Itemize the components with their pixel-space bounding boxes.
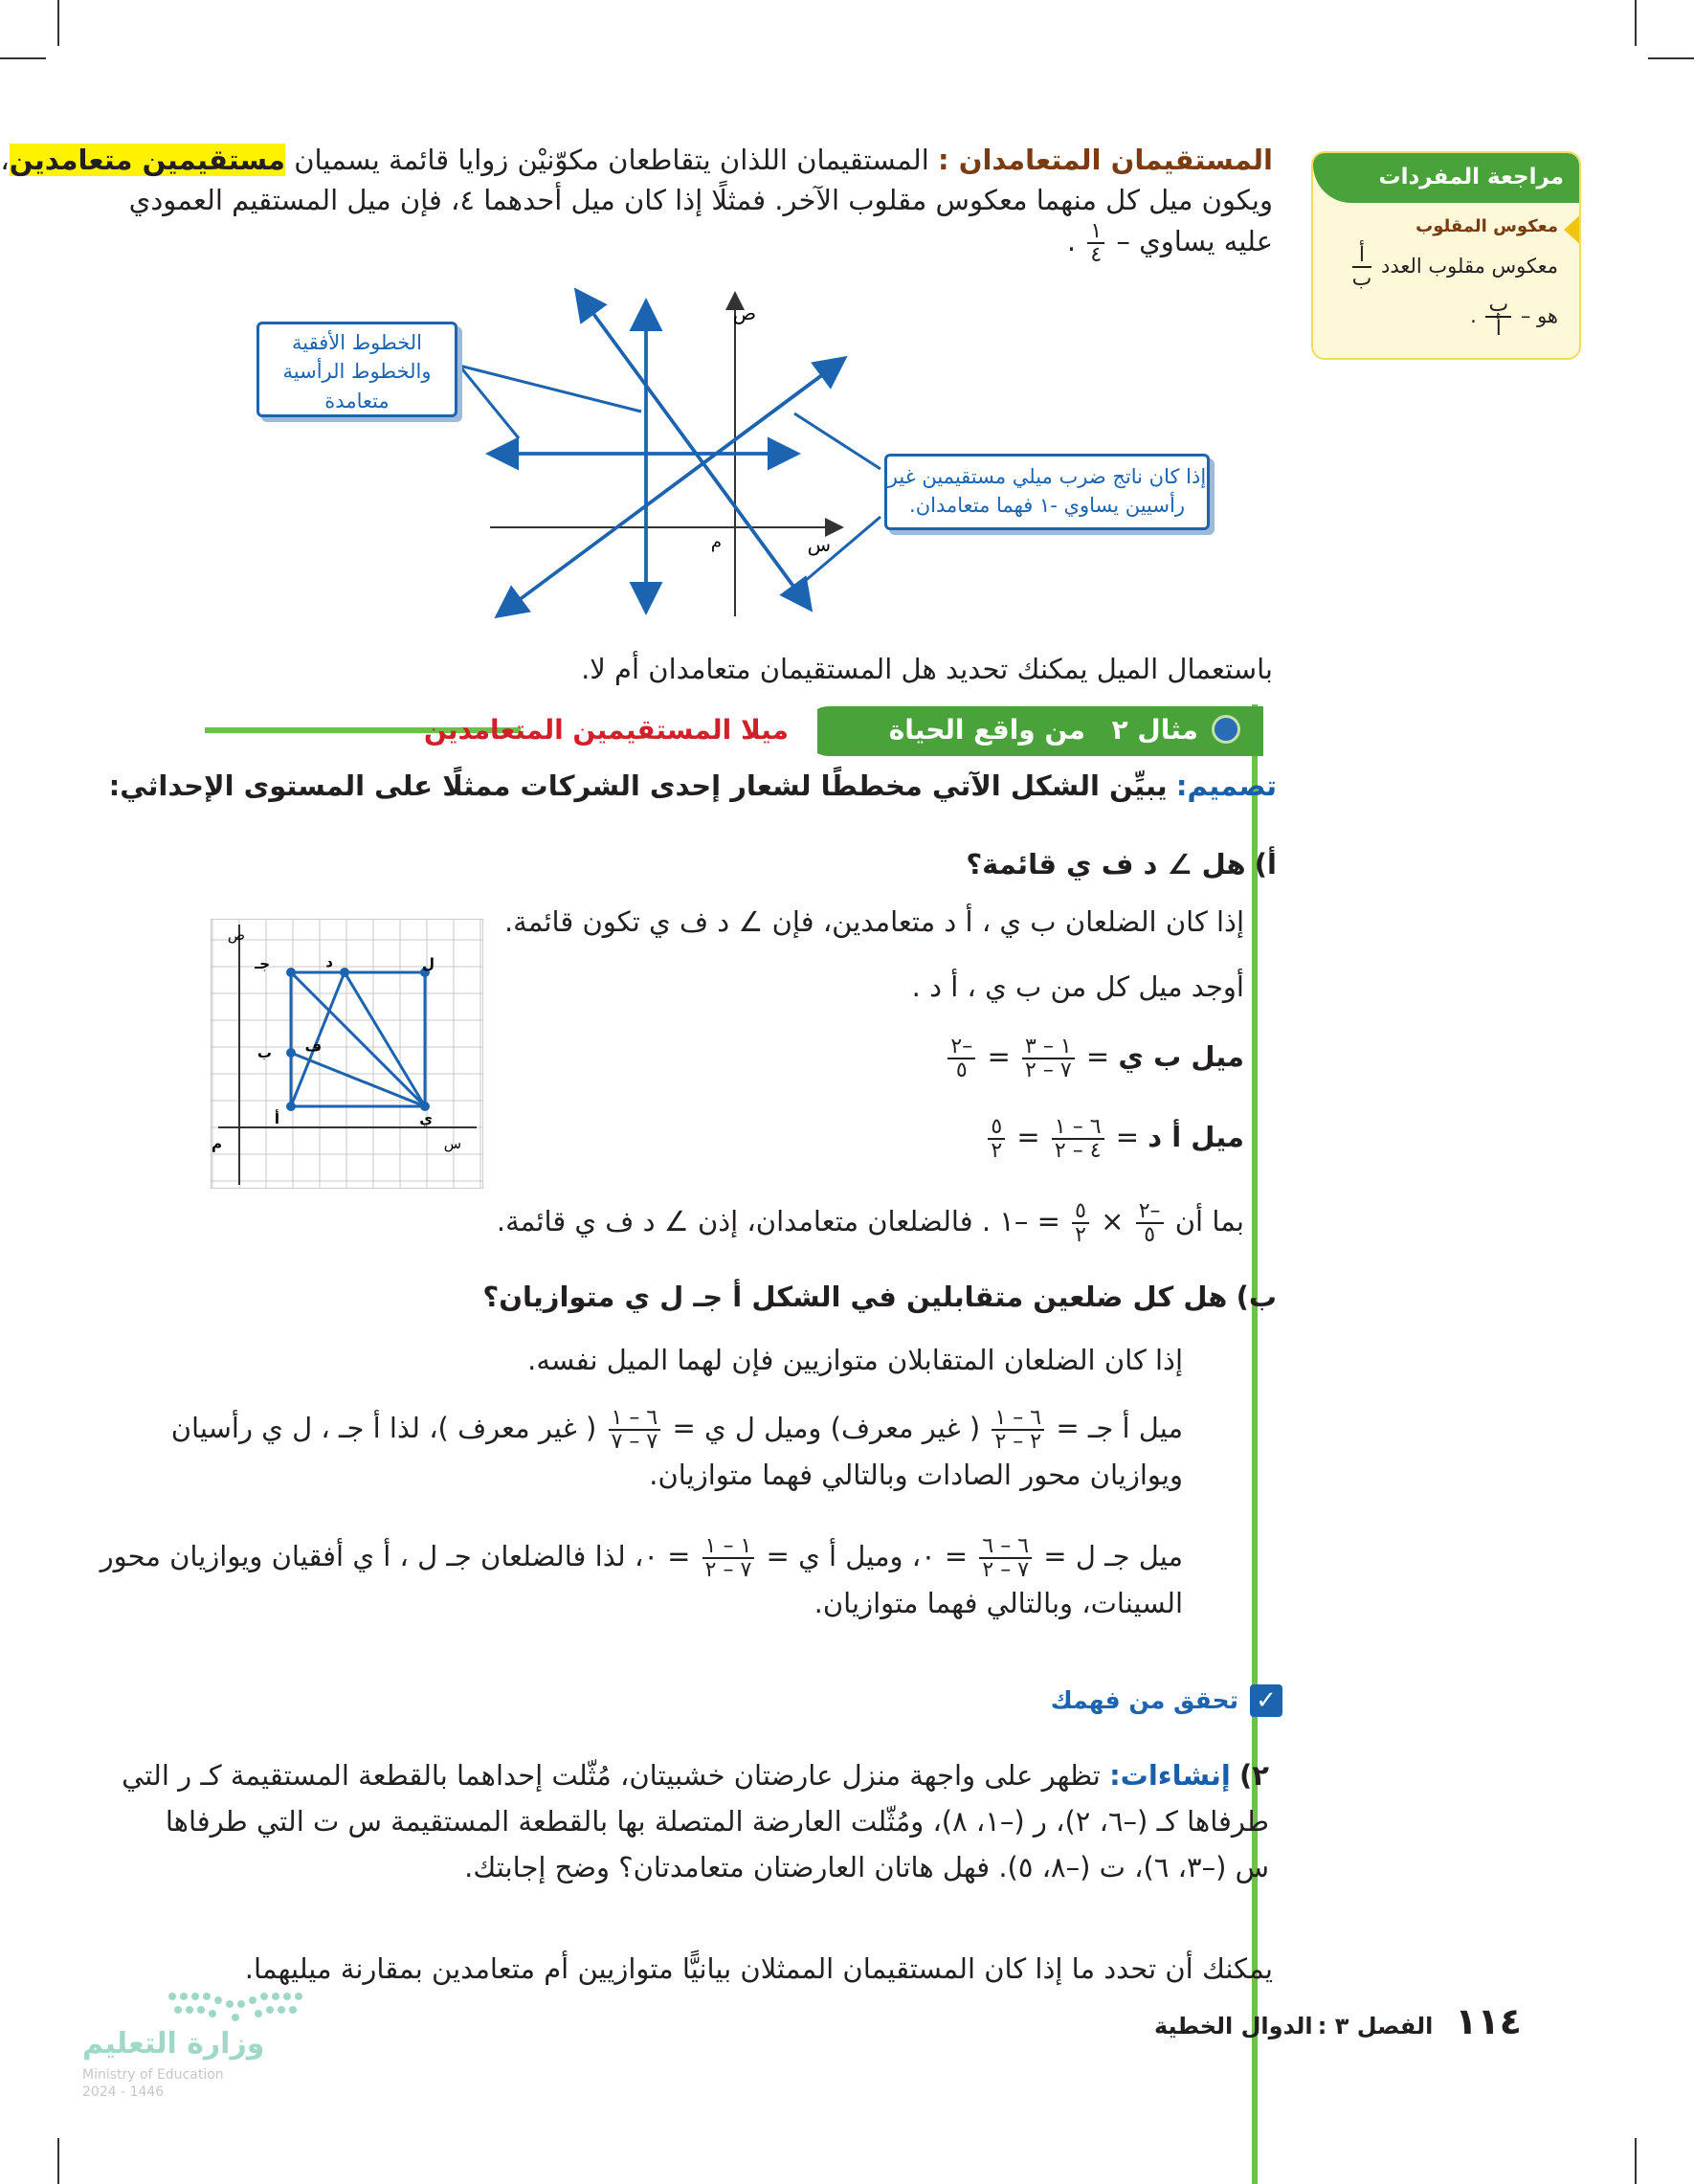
pointer-icon	[1564, 212, 1581, 247]
check-line2: طرفاها كـ (–٦، ٢)، ر (–١، ٨)، ومُثّلت العارضة المتصلة بها بالقطعة المستقيمة س ت التي طرفاها	[165, 1805, 1269, 1839]
intro-line2: ويكون ميل كل منهما معكوس مقلوب الآخر. فمثلًا إذا كان ميل أحدهما ٤، فإن ميل المستقيم العمودي	[128, 184, 1273, 217]
crop-mark	[1648, 57, 1694, 59]
axis-label-x: س	[807, 533, 831, 556]
callout-left-arrow	[459, 366, 641, 412]
example-category: من واقع الحياة	[888, 714, 1085, 746]
question-label: إنشاءات:	[1109, 1759, 1231, 1792]
callout-line: إذا كان ناتج ضرب ميلي مستقيمين غير	[887, 465, 1207, 488]
part-a-conclusion	[459, 1200, 1244, 1246]
fraction-denominator: ب	[1351, 267, 1372, 292]
fraction-denominator: ٧ – ٢	[982, 1558, 1030, 1583]
page-number: ١١٤	[1455, 2000, 1522, 2042]
example-number: مثال ٢	[1111, 714, 1198, 746]
check-title: تحقق من فهمك	[1050, 1686, 1238, 1714]
callout-slope-product	[884, 454, 1210, 530]
fraction-denominator: ٢	[991, 1139, 1003, 1164]
vocab-definition-line2	[1328, 294, 1558, 340]
check-understanding-header	[1034, 1684, 1282, 1723]
part-b-question	[415, 1277, 1277, 1317]
vocab-fraction	[1352, 244, 1372, 290]
intro-line1	[0, 140, 1273, 180]
closing-paragraph: يمكنك أن تحدد ما إذا كان المستقيمان الممثلان بيانيًّا متوازيين أم متعامدين بمقارنة ميليهما.	[244, 1952, 1273, 1985]
fraction	[1072, 1200, 1089, 1246]
fraction-numerator: –٢	[1136, 1200, 1164, 1224]
point-d	[340, 968, 349, 977]
callout-arrows	[440, 354, 900, 584]
vocabulary-review-box	[1311, 151, 1581, 360]
part-a-letter: أ)	[1254, 848, 1277, 880]
point-j	[286, 968, 296, 977]
label-axis-y: ص	[227, 926, 245, 944]
fraction-numerator: ٥	[1072, 1200, 1089, 1224]
part-b-letter: ب)	[1236, 1281, 1277, 1313]
callout-right-arrow	[804, 517, 880, 582]
prompt-label: تصميم:	[1175, 769, 1277, 802]
part-b-text: ( غير معرف )، لذا أ جـ ، ل ي رأسيان	[170, 1412, 597, 1445]
example-title: ميلا المستقيمين المتعامدين	[423, 714, 789, 746]
intro-fraction	[1087, 220, 1104, 266]
axis-label-y: ص	[732, 301, 756, 324]
fraction-denominator: ٧ – ٢	[1025, 1059, 1072, 1083]
label-b: ب	[256, 1044, 272, 1061]
question-number: ٢)	[1239, 1759, 1269, 1792]
fraction-numerator: ٦ – ٦	[979, 1535, 1032, 1559]
vocab-period: .	[1470, 304, 1477, 328]
ministry-name-ar: وزارة التعليم	[82, 2027, 265, 2061]
fraction-numerator: أ	[1352, 244, 1372, 268]
fraction-denominator: ٧ – ٢	[704, 1558, 752, 1583]
conclusion-text: بما أن	[1174, 1205, 1244, 1238]
fraction	[702, 1535, 755, 1581]
fraction	[947, 1036, 975, 1081]
vocab-term: معكوس المقلوب	[1415, 216, 1558, 236]
ministry-logo	[82, 1987, 322, 2102]
fraction	[992, 1407, 1044, 1453]
fraction-numerator: ١ – ٣	[1022, 1036, 1075, 1059]
fraction	[1052, 1116, 1104, 1162]
fraction	[979, 1535, 1032, 1581]
label-f: ف	[304, 1037, 322, 1055]
intro-comma: ،	[0, 144, 10, 176]
part-b-text: = ٠، لذا فالضلعان جـ ل ، أ ي أفقيان ويوازيان محور	[100, 1540, 691, 1573]
vocab-fraction-2	[1485, 294, 1511, 340]
origin-label: م	[710, 532, 722, 552]
fraction-numerator: ١	[1087, 220, 1104, 244]
label-j: جـ	[255, 955, 270, 972]
slope-note: باستعمال الميل يمكنك تحديد هل المستقيمان متعامدان أم لا.	[581, 653, 1273, 685]
label-l: ل	[421, 955, 435, 972]
chapter-title: الدوال الخطية	[1153, 2013, 1313, 2039]
question-text: تظهر على واجهة منزل عارضتان خشبيتان، مُثّلت إحداهما بالقطعة المستقيمة كـ ر التي	[122, 1759, 1101, 1792]
callout-left-arrow	[459, 366, 519, 438]
part-a-line1: إذا كان الضلعان ب ي ، أ د متعامدين، فإن ∠ د ف ي تكون قائمة.	[503, 905, 1244, 938]
part-a-question-text: هل ∠ د ف ي قائمة؟	[966, 848, 1246, 880]
fraction-numerator: ب	[1485, 294, 1511, 318]
highlighted-term: مستقيمين متعامدين	[9, 144, 285, 176]
callout-line: رأسيين يساوي -١ فهما متعامدان.	[909, 494, 1185, 518]
times-sign: ×	[1101, 1205, 1125, 1238]
check-question	[122, 1755, 1269, 1887]
vocabulary-review-header: مراجعة المفردات	[1313, 153, 1579, 203]
part-b-text: ( غير معرف) وميل ل ي =	[672, 1412, 981, 1445]
edition-year: 2024 - 1446	[82, 2084, 165, 2100]
fraction-numerator: ١ – ١	[702, 1535, 755, 1559]
fraction-numerator: ٦ – ١	[992, 1407, 1044, 1431]
part-b-text: ميل أ جـ =	[1056, 1412, 1183, 1445]
part-b-line2	[170, 1406, 1183, 1455]
fraction-denominator: أ	[1495, 317, 1502, 342]
globe-icon	[1212, 715, 1240, 744]
fraction-numerator: –٢	[947, 1036, 975, 1059]
fraction	[609, 1407, 661, 1453]
fraction-numerator: ٥	[988, 1116, 1005, 1140]
fraction-numerator: ٦ – ١	[1052, 1116, 1104, 1140]
point-a	[286, 1102, 296, 1111]
label-a: أ	[274, 1110, 279, 1127]
fraction-denominator: ٧ – ٧	[611, 1430, 658, 1455]
callout-right-arrow	[794, 413, 880, 469]
intro-paragraph	[0, 140, 1273, 268]
footer	[947, 2000, 1522, 2054]
fraction-denominator: ٤ – ٢	[1054, 1139, 1102, 1164]
label-y: ي	[419, 1110, 433, 1127]
slope-label: ميل ب ي	[1118, 1040, 1244, 1074]
intro-line3-text: عليه يساوي –	[1116, 225, 1273, 258]
part-b-text: ميل جـ ل =	[1043, 1540, 1183, 1573]
crop-mark	[1635, 0, 1637, 46]
check-line3: س (–٣، ٦)، ت (–٨، ٥). فهل هاتان العارضتان متعامدتان؟ وضح إجابتك.	[464, 1851, 1269, 1884]
crop-mark	[1635, 2138, 1637, 2184]
example-label-pill	[804, 706, 1263, 756]
part-b-text: = ٠، وميل أ ي =	[766, 1540, 969, 1573]
label-axis-x: س	[443, 1135, 461, 1152]
part-a-line2: أوجد ميل كل من ب ي ، أ د .	[911, 970, 1244, 1003]
fraction	[1022, 1036, 1075, 1081]
crop-mark	[57, 2138, 59, 2184]
prompt-text: يبيِّن الشكل الآتي مخططًا لشعار إحدى الشركات ممثلًا على المستوى الإحداثي:	[108, 769, 1168, 802]
fraction	[1136, 1200, 1164, 1246]
conclusion-text: = –١ . فالضلعان متعامدان، إذن ∠ د ف ي قائمة.	[496, 1205, 1060, 1238]
fraction-denominator: ٥	[955, 1059, 968, 1083]
vocab-line1-text: معكوس مقلوب العدد	[1381, 255, 1558, 279]
slope-label: ميل أ د	[1148, 1121, 1244, 1154]
fraction	[988, 1116, 1005, 1162]
fraction-denominator: ٢ – ٢	[994, 1430, 1042, 1455]
callout-line: والخطوط الرأسية	[282, 360, 432, 384]
callout-line: الخطوط الأفقية	[291, 331, 423, 354]
part-b-line3: ويوازيان محور الصادات وبالتالي فهما متوازيان.	[649, 1459, 1183, 1491]
check-line1	[122, 1755, 1269, 1795]
label-d: د	[325, 953, 333, 970]
intro-line3	[239, 220, 1273, 266]
part-b-line5: السينات، وبالتالي فهما متوازيان.	[814, 1587, 1183, 1619]
checkmark-icon: ✓	[1250, 1684, 1282, 1717]
fraction-denominator: ٢	[1075, 1223, 1086, 1248]
vocab-line2-text: هو –	[1520, 304, 1558, 328]
fraction-denominator: ٥	[1144, 1223, 1156, 1248]
fraction-numerator: ٦ – ١	[609, 1407, 661, 1431]
part-a-question	[415, 844, 1277, 884]
intro-line1-text: المستقيمان اللذان يتقاطعان مكوّنيْن زوايا قائمة يسميان	[294, 144, 929, 176]
crop-mark	[0, 57, 46, 59]
slope-ad-equation: ميل أ د = $\frac{٦ - ١}{٤ - ٢}$ = $\frac{٥}{٢}$	[747, 1116, 1244, 1162]
slope-by-equation: ميل ب ي = $\frac{١ - ٣}{٧ - ٢}$ = $\frac{-٢}{٥}$	[747, 1036, 1244, 1081]
point-b	[286, 1048, 296, 1058]
fraction-denominator: ٤	[1090, 243, 1103, 268]
example-prompt	[108, 766, 1277, 806]
part-b-line1: إذا كان الضلعان المتقابلان متوازيين فإن لهما الميل نفسه.	[527, 1344, 1183, 1376]
definition-term: المستقيمان المتعامدان :	[938, 144, 1273, 176]
callout-line: متعامدة	[324, 389, 390, 412]
label-origin: م	[212, 1135, 222, 1152]
callout-horizontal-vertical	[256, 322, 457, 417]
part-b-line4	[100, 1534, 1183, 1583]
intro-period: .	[1066, 225, 1077, 258]
logo-coordinate-grid	[211, 919, 483, 1189]
part-b-question-text: هل كل ضلعين متقابلين في الشكل أ جـ ل ي متوازيان؟	[482, 1281, 1228, 1313]
ministry-logo-dots	[163, 1987, 316, 2025]
crop-mark	[57, 0, 59, 46]
chapter-label: الفصل ٣ :	[1317, 2013, 1434, 2039]
example-header-bar	[205, 706, 1263, 756]
vocab-definition-line1	[1328, 244, 1558, 290]
ministry-name-en: Ministry of Education	[82, 2067, 224, 2083]
example-title-pill	[423, 706, 817, 756]
